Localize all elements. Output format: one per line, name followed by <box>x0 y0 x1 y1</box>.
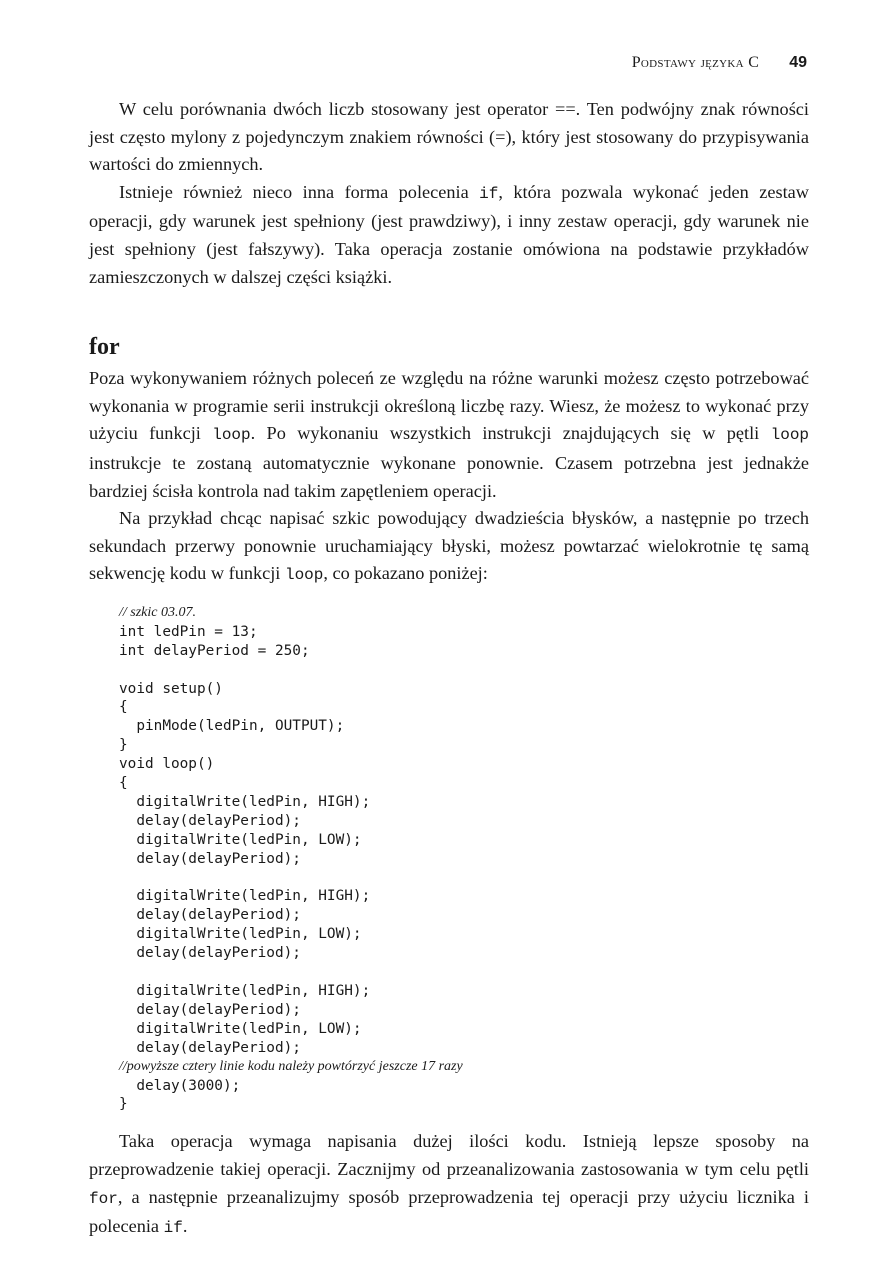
paragraph-text: instrukcje te zostaną automatycznie wykonane ponownie. Czasem potrzebna jest jednakże bardziej ścisła kontrola nad takim zapętleniem operacji. <box>89 452 809 501</box>
code-line: delay(delayPeriod); <box>119 945 301 962</box>
paragraph-text: . Po wykonaniu wszystkich instrukcji znajdujących się w pętli <box>250 423 771 444</box>
page-header <box>632 54 807 72</box>
code-line: } <box>119 1096 128 1113</box>
paragraph-text: Na przykład chcąc napisać szkic powodujący dwadzieścia błysków, a następnie po trzech sekundach przerwy ponownie uruchamiający błyski, możesz powtarzać wielokrotnie tę samą sekwencję kodu w funkcji <box>89 508 809 584</box>
paragraph-text: , co pokazano poniżej: <box>323 563 488 584</box>
code-line: delay(delayPeriod); <box>119 907 301 924</box>
section-heading-for: for <box>89 334 120 361</box>
code-line: delay(delayPeriod); <box>119 850 301 867</box>
paragraph-for-intro <box>89 365 809 505</box>
code-line <box>119 661 809 680</box>
code-line: { <box>119 699 128 716</box>
inline-code: if <box>163 1219 183 1238</box>
code-comment: //powyższe cztery linie kodu należy powtórzyć jeszcze 17 razy <box>119 1058 463 1074</box>
paragraph-text: Poza wykonywaniem różnych poleceń ze względu na różne warunki możesz często potrzebować wykonania w programie serii instrukcji określoną liczbę razy. Wiesz, że możesz to wykonać przy użyciu funkcji <box>89 368 809 444</box>
code-line: digitalWrite(ledPin, HIGH); <box>119 888 371 905</box>
code-line: void setup() <box>119 680 223 697</box>
inline-code: loop <box>770 426 810 445</box>
inline-code: loop <box>284 566 324 585</box>
running-title: Podstawy języka C <box>631 54 760 71</box>
code-line: int delayPeriod = 250; <box>119 642 310 659</box>
code-line: delay(delayPeriod); <box>119 1039 301 1056</box>
paragraph-for-example <box>89 505 809 590</box>
page-number: 49 <box>789 54 807 71</box>
code-line: digitalWrite(ledPin, HIGH); <box>119 982 371 999</box>
page-body <box>89 96 809 1243</box>
code-line: digitalWrite(ledPin, LOW); <box>119 926 362 943</box>
paragraph-text: . <box>182 1216 188 1237</box>
code-line: pinMode(ledPin, OUTPUT); <box>119 718 345 735</box>
code-line: digitalWrite(ledPin, LOW); <box>119 1020 362 1037</box>
paragraph-operator-comparison <box>89 96 809 179</box>
code-line: digitalWrite(ledPin, HIGH); <box>119 793 371 810</box>
code-line: delay(delayPeriod); <box>119 812 301 829</box>
inline-code: loop <box>212 426 251 445</box>
paragraph-text: , a następnie przeanalizujmy sposób przeprowadzenia tej operacji przy użyciu licznika i polecenia <box>89 1186 809 1237</box>
code-comment: // szkic 03.07. <box>119 604 196 620</box>
inline-code: if <box>479 184 499 203</box>
code-line: void loop() <box>119 756 215 773</box>
code-line <box>119 963 809 982</box>
paragraph-if-else <box>89 179 809 291</box>
code-line: } <box>119 737 128 754</box>
paragraph-text: Istnieje również nieco inna forma polecenia <box>119 181 480 202</box>
paragraph-text: , która pozwala wykonać jeden zestaw operacji, gdy warunek jest spełniony (jest prawdziwy), i inny zestaw operacji, gdy warunek nie jest spełniony (jest fałszywy). Taka operacja zostanie omówiona na podstawie przykładów zamieszczonych w dalszej części książki. <box>89 181 810 287</box>
code-line: delay(delayPeriod); <box>119 1001 301 1018</box>
code-line: int ledPin = 13; <box>119 623 258 640</box>
code-line <box>119 869 809 888</box>
paragraph-closing <box>89 1128 809 1242</box>
code-line: delay(3000); <box>119 1077 241 1094</box>
inline-code: for <box>89 1189 118 1208</box>
code-line: digitalWrite(ledPin, LOW); <box>119 831 362 848</box>
code-line: { <box>119 775 128 792</box>
paragraph-text: Taka operacja wymaga napisania dużej ilości kodu. Istnieją lepsze sposoby na przeprowadzenie takiej operacji. Zacznijmy od przeanalizowania zastosowania w tym celu pętli <box>89 1131 809 1179</box>
code-listing <box>119 604 809 1114</box>
paragraph-text: W celu porównania dwóch liczb stosowany jest operator ==. Ten podwójny znak równości jest często mylony z pojedynczym znakiem równości (=), który jest stosowany do przypisywania wartości do zmiennych. <box>89 99 809 175</box>
